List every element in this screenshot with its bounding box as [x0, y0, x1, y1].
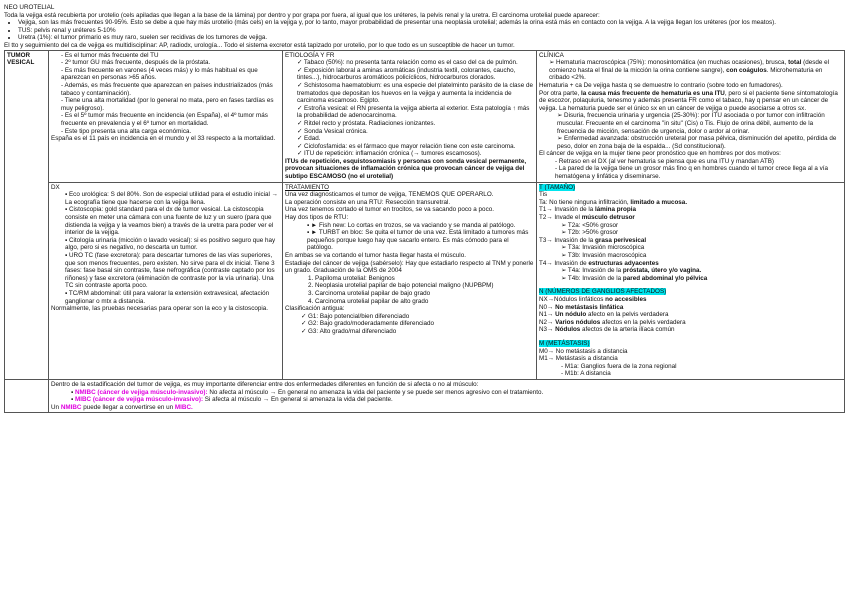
text-span: N1→ [539, 311, 556, 319]
list-item: ✓ G3: Alto grado/mal diferenciado [301, 328, 534, 336]
t4-sublist [539, 267, 842, 282]
row-label-cell [5, 50, 49, 379]
dx-title: DX [51, 183, 60, 191]
list-item: ▪ ► TURBT en bloc: Se quita el tumor de una vez. Está limitado a tumores más pequeños porque luego hay que sacarlo entero. Es más cómodo para el patólogo. [307, 229, 534, 252]
list-item: ▪ Eco urológica: S del 80%. Son de especial utilidad para el estudio inicial → La ecografía tiene que hacerse con la vejiga llena. [65, 191, 280, 206]
dx-cell [49, 182, 283, 379]
list-item: ▪ TC/RM abdominal: útil para valorar la extensión extravesical, afectación ganglionar o mtx a distancia. [65, 290, 280, 305]
text-span: Por otra parte, [539, 89, 581, 97]
etiology-cell [283, 50, 537, 182]
text-span: T4→ Invasión de [539, 259, 589, 267]
text-span: estructuras adyacentes [588, 259, 659, 267]
text-span: , pero si el paciente tiene síntomatología de escozor, polaquiuria, tenesmo y además presenta FR como el tabaco, hay q pensar en un cáncer de vejiga. La hematuria puede ser el único sx en un cáncer de vejiga o puede asociarse a otros sx. [539, 89, 838, 112]
intro-list [4, 19, 844, 42]
text-span: Nódulos [555, 326, 581, 334]
n-item [539, 311, 842, 319]
treatment-paragraph: Una vez diagnosticamos el tumor de vejiga, TENEMOS QUE OPERARLO. [285, 191, 494, 199]
intro-section [4, 12, 844, 50]
t-size-title: T (TAMAÑO) [539, 183, 576, 191]
table-row-1 [5, 50, 845, 182]
n-item [539, 304, 842, 312]
list-item: ▪ Cistoscopia: gold standard para el dx de tumor vesical. La cistoscopia consiste en meter una cámara con una fuente de luz y un suero (para que distienda la vejiga y la veamos bien) a través de la uretra para poder ver el interior de la vejiga. [65, 206, 280, 236]
etiology-list [285, 59, 534, 158]
list-item: ✓ Edad. [297, 135, 534, 143]
m1-sublist [539, 363, 842, 378]
m-metastasis-title: M (METÁSTASIS) [539, 339, 590, 347]
list-item: - Es el 5º tumor más frecuente en incidencia (en España), el 4º tumor más frecuente en prevalencia y el 6º tumor en mortalidad. [61, 112, 280, 127]
text-span: total [788, 59, 802, 67]
text-span: T4b: Invasión de la [567, 274, 623, 282]
intro-bullet-tus: • TUS: pelvis renal y uréteres 5-10% [18, 27, 844, 35]
treatment-paragraph: Una vez tenemos cortado el tumor en trocitos, se va sacando poco a poco. [285, 206, 494, 214]
treatment-cell [283, 182, 537, 379]
n-item [539, 296, 842, 304]
text-span: Ta: No tiene ninguna infiltración, [539, 198, 631, 206]
text-span: N0→ [539, 303, 556, 311]
n-item [539, 319, 842, 327]
mibc-label: MIBC (cáncer de vejiga músculo-invasivo): [74, 396, 204, 404]
oms-grade-list [285, 275, 534, 305]
treatment-paragraph: La operación consiste en una RTU: Resección transuretral. [285, 198, 451, 206]
text-span: pared abdominal y/o pélvica [622, 274, 708, 282]
t-item [539, 260, 842, 268]
epidemiology-cell [49, 50, 283, 182]
text-span: puede llegar a convertirse en un [81, 403, 175, 411]
list-item: 1. Papiloma urotelial: Benignos [315, 275, 534, 283]
clinic-paragraph-2 [539, 90, 842, 113]
list-item: ✓ Schistosoma haematobium: es una especie del platelminto parásito de la clase de trematodos que depositan los huevos en la vejiga y aumenta la incidencia de carcinoma escamoso. Egipto. [297, 82, 534, 105]
list-item: ➢ T2a: <50% grosor [561, 222, 842, 230]
text-span: afecto en la pelvis verdadera [586, 311, 669, 319]
list-item: ➢ T3a: Invasión microscópica [561, 244, 842, 252]
text-span: Un nódulo [555, 311, 587, 319]
treatment-paragraph: En ambas se va cortando el tumor hasta llegar hasta el músculo. [285, 252, 466, 259]
n-nodes-title: N (NÚMEROS DE GANGLIOS AFECTADOS) [539, 288, 667, 296]
list-item: ▪ Citología urinaria (micción o lavado vesical): si es positivo seguro que hay algo, pero si es negativo, no descarta un tumor. [65, 237, 280, 252]
row-label: TUMOR VESICAL [7, 51, 35, 67]
list-item: ➢ T3b: Invasión macroscópica [561, 252, 842, 260]
list-item [71, 389, 842, 397]
list-item: ✓ Ritdel recto y próstata. Radiaciones ionizantes. [297, 120, 534, 128]
text-span: afectos de la arteria ilíaca común [580, 326, 675, 334]
clinic-paragraph-1: Hematuria + ca De vejiga hasta q se demuestre lo contrario (sobre todo en fumadores). [539, 81, 783, 89]
treatment-paragraph: Estadiaje del cáncer de vejiga (sabérselo): Hay que estadiarlo respecto al TNM y ponerle un grado. Graduación de la OMS de 2004 [285, 259, 534, 275]
footer-cell [49, 379, 845, 412]
epidemiology-list [51, 52, 280, 136]
list-item: ✓ Tabaco (50%): no presenta tanta relación como es el caso del ca de pulmón. [297, 59, 534, 67]
intro-bullet-bladder: • Vejiga, son las más frecuentes 90-95%. Esto se debe a que hay más urotelio (más cels) en la vejiga y, por lo tanto, mayor probabilidad de presentar una neoplasia urotelial; además la orina está más en contacto con la vejiga. A la vejiga llegan los uréteres (por los meatos). [18, 19, 844, 27]
list-item: - 2º tumor GU más frecuente, después de la próstata. [61, 59, 280, 67]
text-span: limitado a mucosa. [630, 198, 688, 206]
list-item: ✓ ITU de repetición: inflamación crónica (→ tumores escamosos). [297, 150, 534, 158]
t3-sublist [539, 244, 842, 259]
table-row-2 [5, 182, 845, 379]
text-span: lámina propia [595, 206, 636, 214]
text-span: T1→ Invasión de la [539, 206, 596, 214]
list-item [71, 396, 842, 404]
text-span: Varios nódulos [555, 318, 601, 326]
text-span: la causa más frecuente de hematuria es una ITU [581, 89, 725, 97]
text-span: Si afecta al músculo → En general si amenaza la vida del paciente. [203, 396, 393, 404]
t-item [539, 237, 842, 245]
t-item [539, 214, 842, 222]
list-item: ✓ Ciclofosfamida: es el fármaco que mayor relación tiene con este carcinoma. [297, 143, 534, 151]
list-item: - Además, es más frecuente que aparezcan en países industrializados (más tabaco y contaminación). [61, 82, 280, 97]
t-item [539, 199, 842, 207]
clinic-hematuria-list [539, 59, 842, 82]
doc-title: NEO UROTELIAL [4, 4, 55, 11]
intro-paragraph-2: El tto y seguimiento del ca de vejiga es multidisciplinar: AP, radiodx, urología... Todo el sistema excretor está tapizado por urotelio, por lo que todo es un susceptible de hacer un tumor. [4, 41, 515, 49]
list-item: ✓ G1: Bajo potencial/bien diferenciado [301, 313, 534, 321]
list-item: ✓ Estroña vesical: el RN presenta la vejiga abierta al exterior. Esta patología ↑ más la probabilidad de adenocarcinoma. [297, 105, 534, 120]
document-page [4, 0, 844, 413]
list-item [561, 267, 842, 275]
t-tis: Tis [539, 191, 548, 199]
dx-tail: Normalmente, las pruebas necesarias para operar son la eco y la cistoscopia. [51, 305, 269, 313]
text-span: No metástasis linfática [555, 303, 624, 311]
text-span: con coágulos [726, 66, 767, 74]
text-span: No afecta al músculo → En general no amenaza la vida del paciente y se puede ser menos agresivo con el tratamiento. [207, 388, 544, 396]
text-span: próstata, útero y/o vagina. [622, 267, 702, 275]
old-grade-list [285, 313, 534, 336]
list-item [549, 59, 842, 82]
m-item: M0→ No metástasis a distancia [539, 347, 628, 355]
list-item: ➢ Enfermedad avanzada: obstrucción ureteral por masa pélvica, disminución del apetito, pérdida de peso, dolor en zona baja de la espalda... (Sd constitucional). [557, 135, 842, 150]
text-span: N3→ [539, 326, 556, 334]
list-item: - Es más frecuente en varones (4 veces más) y lo más habitual es que aparezcan en personas >65 años. [61, 67, 280, 82]
footer-empty-cell [5, 379, 49, 412]
list-item: - Es el tumor más frecuente del TU [61, 52, 280, 60]
clinic-symptoms-list [539, 112, 842, 150]
list-item: - La pared de la vejiga tiene un grosor más fino q en hombres cuando el tumor crece llega al a vía hematógena y linfática y diseminarse. [555, 165, 842, 180]
clinic-title: CLÍNICA [539, 51, 564, 59]
list-item: ▪ URO TC (fase excretora): para descartar tumores de las vías superiores, que son menos frecuentes, pero existen. No sirve para el dx inicial. Tiene 3 fases: fase basal sin contraste, fase nefrográfica (contraste captado por los riñones) y fase excretora (eliminación de contraste por la vía urinaria). Una TC sin contraste aporta poco. [65, 252, 280, 290]
list-item [561, 275, 842, 283]
footer-paragraph: Dentro de la estadificación del tumor de vejiga, es muy importante diferenciar entre dos enfermedades diferentes en función de si afecta o no al músculo: [51, 380, 479, 388]
text-span: músculo detrusor [581, 214, 635, 222]
rtu-types-list [285, 222, 534, 252]
text-span: Un [51, 403, 61, 411]
clinic-paragraph-3: El cáncer de vejiga en la mujer tiene peor pronóstico que en hombres por dos motivos: [539, 150, 781, 158]
t-item [539, 206, 842, 214]
dx-list [51, 191, 280, 305]
list-item: 3. Carcinoma urotelial papilar de bajo grado [315, 290, 534, 298]
list-item: ✓ Sonda Vesical crónica. [297, 128, 534, 136]
list-item: - Retraso en el DX (al ver hematuria se piensa que es una ITU y mandan ATB) [555, 158, 842, 166]
table-row-3 [5, 379, 845, 412]
etiology-title: ETIOLOGÍA Y FR [285, 51, 335, 59]
main-table [4, 50, 845, 414]
tnm-cell [537, 182, 845, 379]
list-item: ▪ ► Fish new: Lo cortas en trozos, se va vaciando y se manda al patólogo. [307, 222, 534, 230]
treatment-title: TRATAMIENTO [285, 183, 330, 191]
list-item: 2. Neoplasia urotelial papilar de bajo potencial maligno (NUPBPM) [315, 282, 534, 290]
intro-paragraph-1: Toda la vejiga está recubierta por urotelio (cels apiladas que llegan a la base de la lámina) por dentro y por grapa por fuera, al igual que los uréteres, la pelvis renal y la uretra. El carcinoma urotelial puede aparecer: [4, 11, 600, 19]
text-span: N2→ [539, 318, 556, 326]
treatment-paragraph: Clasificación antigua: [285, 305, 345, 313]
intro-bullet-urethra: • Uretra (1%): el tumor primario es muy raro, suelen ser recidivas de los tumores de vejiga. [18, 34, 844, 42]
text-span: no accesibles [605, 295, 647, 303]
list-item: 4. Carcinoma urotelial papilar de alto grado [315, 298, 534, 306]
text-span: NMIBC [60, 403, 82, 411]
text-span: T2→ Invade el [539, 214, 582, 222]
list-item: ✓ G2: Bajo grado/moderadamente diferenciado [301, 320, 534, 328]
clinic-women-list [539, 158, 842, 181]
text-span: afectos en la pelvis verdadera [600, 318, 686, 326]
list-item: ➢ T2b: >50% grosor [561, 229, 842, 237]
epidemiology-tail: España es el 11 país en incidencia en el mundo y el 33 respecto a la mortalidad. [51, 135, 276, 143]
text-span: . Microhematuria en cribado <2%. [549, 66, 823, 82]
footer-list [51, 389, 842, 404]
m-item: M1→ Metástasis a distancia [539, 355, 618, 363]
text-span: MIBC. [174, 403, 193, 411]
text-span: T3→ Invasión de la [539, 236, 596, 244]
n-item [539, 326, 842, 334]
treatment-paragraph: Hay dos tipos de RTU: [285, 214, 349, 222]
text-span: (desde el comienzo hasta el final de la micción la orina contiene sangre), [549, 59, 830, 74]
text-span: T4a: Invasión de la [567, 267, 623, 275]
text-span: NX→Nódulos linfáticos [539, 295, 606, 303]
list-item: ➢ Disuria, frecuencia urinaria y urgencia (25-30%): por ITU asociada o por tumor con infiltración muscular. Frecuente en el carcinoma "in situ" (Cis) o Tis. Flujo de orina débil, aumento de la frecuencia de micción, sensación de urgencia, dolor o ardor al orinar. [557, 112, 842, 135]
list-item: - M1b: A distancia [561, 370, 842, 378]
clinic-cell [537, 50, 845, 182]
etiology-bold-note: ITUs de repetición, esquistosomiasis y personas con sonda vesical permanente, provocan situaciones de inflamación crónica que provocan cáncer de vejiga del subtipo ESCAMOSO (no el urotelial) [285, 157, 527, 181]
footer-last-line [51, 404, 842, 412]
nmibc-label: NMIBC (cáncer de vejiga músculo-invasivo): [74, 388, 208, 396]
list-item: - Tiene una alta mortalidad (por lo general no mata, pero en fases tardías es muy peligroso). [61, 97, 280, 112]
t2-sublist [539, 222, 842, 237]
list-item: ✓ Exposición laboral a aminas aromáticas (industria textil, colorantes, caucho, tintes...), hidrocarburos aromáticos policíclicos, hidrocarburos clorados. [297, 67, 534, 82]
list-item: - Este tipo presenta una alta carga económica. [61, 128, 280, 136]
list-item: - M1a: Ganglios fuera de la zona regional [561, 363, 842, 371]
text-span: Hematuria macroscópica (75%): monosintomática (en muchas ocasiones), brusca, [556, 59, 789, 67]
text-span: grasa perivesical [595, 236, 647, 244]
